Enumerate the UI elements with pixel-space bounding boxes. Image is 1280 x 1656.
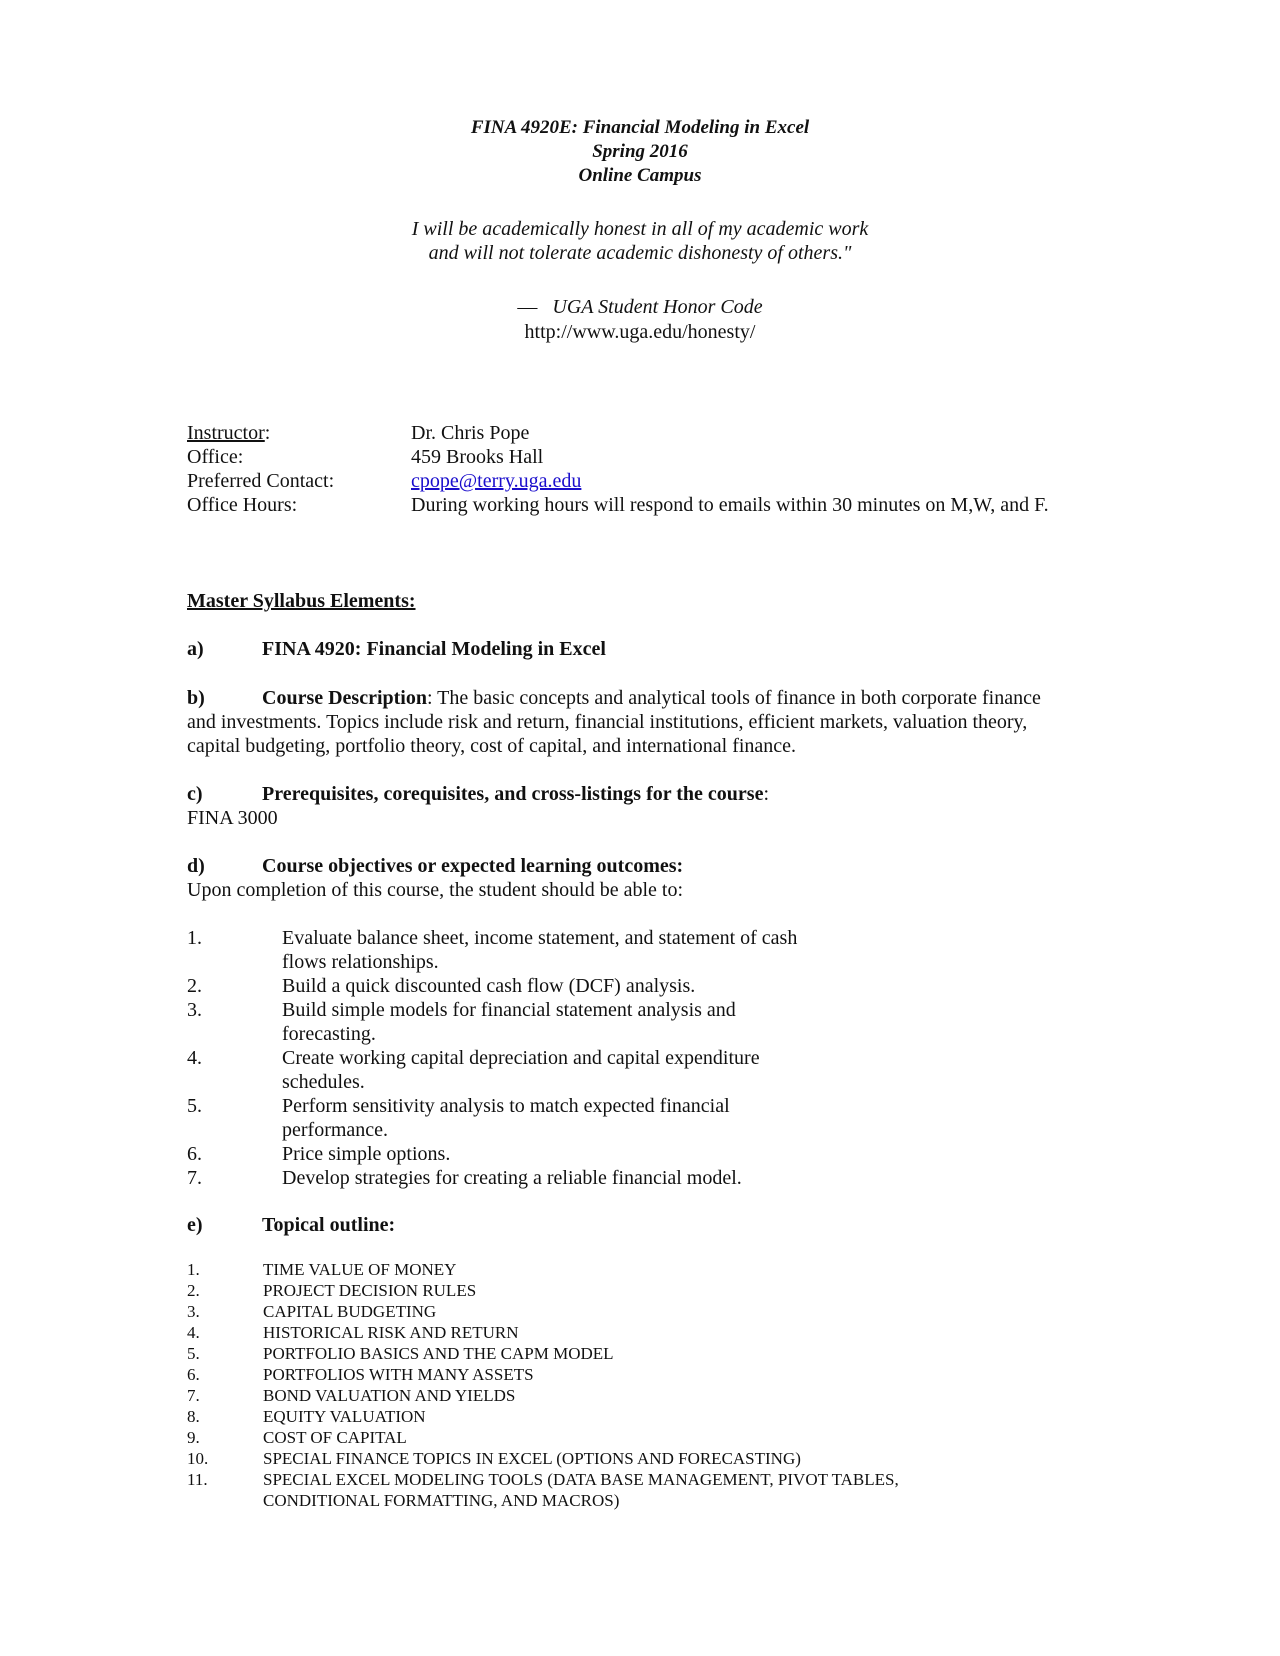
honor-code-line-2: and will not tolerate academic dishonesty of others." (428, 242, 852, 264)
objective-number: 5. (187, 1095, 202, 1117)
section-b (187, 686, 1087, 758)
topic-number: 5. (187, 1344, 200, 1363)
objective-text: Price simple options. (282, 1143, 451, 1165)
section-c (187, 782, 1087, 830)
section-d (187, 854, 1087, 902)
objective-number: 7. (187, 1167, 202, 1189)
section-e-title: Topical outline: (262, 1214, 396, 1236)
section-b-text-2: and investments. Topics include risk and return, financial institutions, efficient markets, valuation theory, (187, 711, 1028, 733)
topic-number: 9. (187, 1428, 200, 1447)
topic-number: 7. (187, 1386, 200, 1405)
section-e (187, 1214, 395, 1237)
section-b-text-1: : The basic concepts and analytical tools of finance in both corporate finance (426, 687, 1041, 709)
instructor-label: Instructor (187, 422, 265, 444)
objective-number: 3. (187, 999, 202, 1021)
office-hours-label: Office Hours: (187, 494, 298, 516)
honor-code-url: http://www.uga.edu/honesty/ (524, 321, 756, 343)
topic-text: TIME VALUE OF MONEY (263, 1260, 457, 1279)
objective-number: 4. (187, 1047, 202, 1069)
instructor-label-row (187, 422, 270, 445)
topic-number: 2. (187, 1281, 200, 1300)
topic-number: 8. (187, 1407, 200, 1426)
objective-number: 2. (187, 975, 202, 997)
section-a-title: FINA 4920: Financial Modeling in Excel (262, 638, 606, 660)
topic-text: BOND VALUATION AND YIELDS (263, 1386, 516, 1405)
objective-text: Perform sensitivity analysis to match expected financial performance. (282, 1095, 730, 1141)
section-a (187, 638, 606, 661)
preferred-contact-row (411, 470, 581, 493)
honor-code-attribution (0, 296, 1280, 319)
course-title: FINA 4920E: Financial Modeling in Excel (470, 117, 810, 138)
topic-text: CAPITAL BUDGETING (263, 1302, 437, 1321)
office-label: Office: (187, 446, 244, 468)
objective-number: 6. (187, 1143, 202, 1165)
office-hours-value: During working hours will respond to emails within 30 minutes on M,W, and F. (411, 494, 1049, 516)
instructor-colon: : (264, 422, 271, 444)
course-term: Spring 2016 (592, 141, 688, 162)
topic-text: PROJECT DECISION RULES (263, 1281, 477, 1300)
topic-text: EQUITY VALUATION (263, 1407, 426, 1426)
topic-number: 10. (187, 1449, 209, 1468)
attribution-dash: — (517, 296, 538, 318)
objective-number: 1. (187, 927, 202, 949)
email-link[interactable]: cpope@terry.uga.edu (411, 470, 582, 492)
section-c-title: Prerequisites, corequisites, and cross-listings for the course (262, 783, 764, 805)
topic-number: 4. (187, 1323, 200, 1342)
section-c-colon: : (763, 783, 770, 805)
section-d-label: d) (187, 855, 205, 877)
section-d-intro: Upon completion of this course, the student should be able to: (187, 879, 684, 901)
topic-text: SPECIAL FINANCE TOPICS IN EXCEL (OPTIONS AND FORECASTING) (263, 1449, 801, 1468)
objective-text: Evaluate balance sheet, income statement, and statement of cash flows relationships. (282, 927, 798, 973)
topic-number: 11. (187, 1470, 208, 1489)
instructor-value: Dr. Chris Pope (411, 422, 530, 444)
course-campus: Online Campus (578, 165, 702, 186)
section-d-title: Course objectives or expected learning outcomes: (262, 855, 684, 877)
master-syllabus-heading: Master Syllabus Elements: (187, 590, 416, 612)
section-a-label: a) (187, 638, 204, 660)
topic-text: HISTORICAL RISK AND RETURN (263, 1323, 519, 1342)
section-c-text: FINA 3000 (187, 807, 278, 829)
attribution-text: UGA Student Honor Code (552, 296, 763, 318)
section-b-label: b) (187, 687, 205, 709)
topic-text: SPECIAL EXCEL MODELING TOOLS (DATA BASE MANAGEMENT, PIVOT TABLES, (263, 1470, 899, 1489)
objective-text: Develop strategies for creating a reliable financial model. (282, 1167, 742, 1189)
topic-text: PORTFOLIOS WITH MANY ASSETS (263, 1365, 534, 1384)
honor-code-line-1: I will be academically honest in all of my academic work (411, 218, 869, 240)
objective-text: Create working capital depreciation and capital expenditure schedules. (282, 1047, 760, 1093)
objective-text: Build a quick discounted cash flow (DCF) analysis. (282, 975, 696, 997)
topic-text: CONDITIONAL FORMATTING, AND MACROS) (263, 1491, 620, 1510)
preferred-contact-label: Preferred Contact: (187, 470, 335, 492)
section-b-text-3: capital budgeting, portfolio theory, cost of capital, and international finance. (187, 735, 797, 757)
topic-text: COST OF CAPITAL (263, 1428, 407, 1447)
office-value: 459 Brooks Hall (411, 446, 544, 468)
section-c-label: c) (187, 783, 203, 805)
section-e-label: e) (187, 1214, 203, 1236)
topic-text: PORTFOLIO BASICS AND THE CAPM MODEL (263, 1344, 614, 1363)
topic-number: 6. (187, 1365, 200, 1384)
objective-text: Build simple models for financial statement analysis and forecasting. (282, 999, 736, 1045)
topic-number: 3. (187, 1302, 200, 1321)
section-b-title: Course Description (262, 687, 427, 709)
topic-number: 1. (187, 1260, 200, 1279)
